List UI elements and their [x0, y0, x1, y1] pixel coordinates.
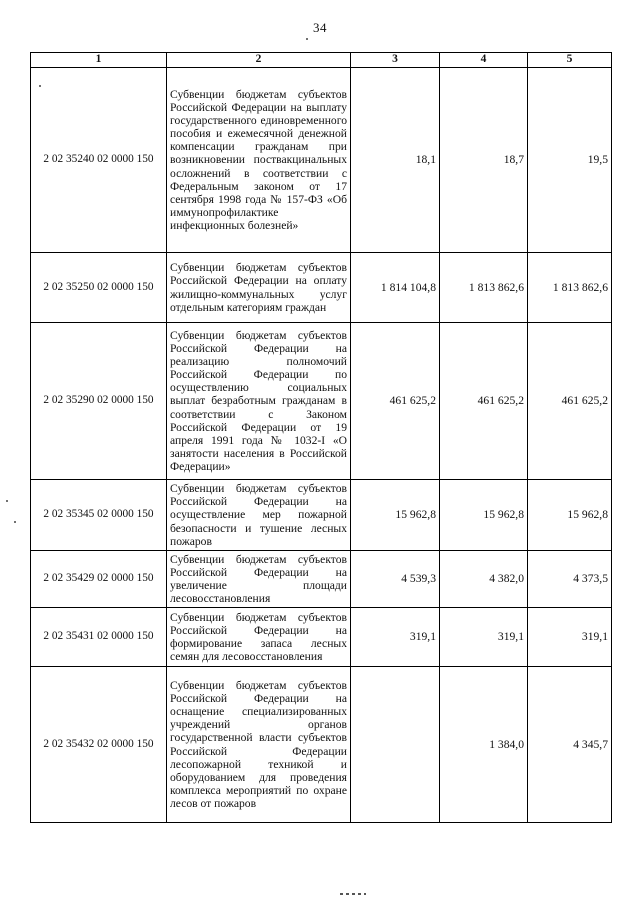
value-col-5: 19,5	[528, 68, 612, 253]
budget-item-name: Субвенции бюджетам субъектов Российской Федерации на оснащение специализированных учреждений органов государственной власти субъектов Российской Федерации лесопожарной техникой и оборудованием для проведения комплекса мероприятий по охране лесов от пожаров	[167, 667, 351, 823]
header-col-3: 3	[351, 53, 440, 68]
scan-footer-mark	[340, 893, 366, 895]
scan-speck	[306, 38, 308, 40]
header-col-2: 2	[167, 53, 351, 68]
value-col-5: 461 625,2	[528, 323, 612, 480]
budget-item-name: Субвенции бюджетам субъектов Российской Федерации на увеличение площади лесовосстановления	[167, 551, 351, 608]
value-col-3	[351, 667, 440, 823]
budget-code: 2 02 35290 02 0000 150	[31, 323, 167, 480]
budget-item-name: Субвенции бюджетам субъектов Российской Федерации на формирование запаса лесных семян для лесовосстановления	[167, 608, 351, 667]
table-row	[31, 480, 612, 551]
value-col-4: 15 962,8	[440, 480, 528, 551]
budget-item-name: Субвенции бюджетам субъектов Российской Федерации на выплату государственного единовременного пособия и ежемесячной денежной компенсации гражданам при возникновении поствакцинальных осложнений в соответствии с Федеральным законом от 17 сентября 1998 года № 157-ФЗ «Об иммунопрофилактике инфекционных болезней»	[167, 68, 351, 253]
value-col-4: 4 382,0	[440, 551, 528, 608]
value-col-3: 18,1	[351, 68, 440, 253]
value-col-5: 4 345,7	[528, 667, 612, 823]
budget-code: 2 02 35429 02 0000 150	[31, 551, 167, 608]
scan-speck	[39, 85, 41, 87]
table-row	[31, 608, 612, 667]
header-col-4: 4	[440, 53, 528, 68]
value-col-3: 1 814 104,8	[351, 253, 440, 323]
budget-code: 2 02 35432 02 0000 150	[31, 667, 167, 823]
table-row	[31, 68, 612, 253]
value-col-4: 1 813 862,6	[440, 253, 528, 323]
value-col-5: 1 813 862,6	[528, 253, 612, 323]
value-col-5: 15 962,8	[528, 480, 612, 551]
table-row	[31, 667, 612, 823]
budget-code: 2 02 35431 02 0000 150	[31, 608, 167, 667]
table-row	[31, 551, 612, 608]
scan-speck	[14, 521, 16, 523]
value-col-5: 319,1	[528, 608, 612, 667]
table-row	[31, 323, 612, 480]
value-col-4: 319,1	[440, 608, 528, 667]
budget-item-name: Субвенции бюджетам субъектов Российской Федерации на реализацию полномочий Российской Федерации по осуществлению социальных выплат безработным гражданам в соответствии с Законом Российской Федерации от 19 апреля 1991 года № 1032-I «О занятости населения в Российской Федерации»	[167, 323, 351, 480]
scan-speck	[6, 500, 8, 502]
table-row	[31, 253, 612, 323]
value-col-4: 1 384,0	[440, 667, 528, 823]
value-col-3: 4 539,3	[351, 551, 440, 608]
value-col-4: 18,7	[440, 68, 528, 253]
header-col-1: 1	[31, 53, 167, 68]
page-number: 34	[313, 20, 327, 35]
value-col-3: 461 625,2	[351, 323, 440, 480]
header-col-5: 5	[528, 53, 612, 68]
value-col-3: 319,1	[351, 608, 440, 667]
budget-code: 2 02 35345 02 0000 150	[31, 480, 167, 551]
budget-code: 2 02 35250 02 0000 150	[31, 253, 167, 323]
budget-item-name: Субвенции бюджетам субъектов Российской Федерации на осуществление мер пожарной безопасности и тушение лесных пожаров	[167, 480, 351, 551]
value-col-3: 15 962,8	[351, 480, 440, 551]
value-col-4: 461 625,2	[440, 323, 528, 480]
budget-item-name: Субвенции бюджетам субъектов Российской Федерации на оплату жилищно-коммунальных услуг отдельным категориям граждан	[167, 253, 351, 323]
value-col-5: 4 373,5	[528, 551, 612, 608]
budget-table	[30, 52, 612, 823]
budget-code: 2 02 35240 02 0000 150	[31, 68, 167, 253]
header-row	[31, 53, 612, 68]
